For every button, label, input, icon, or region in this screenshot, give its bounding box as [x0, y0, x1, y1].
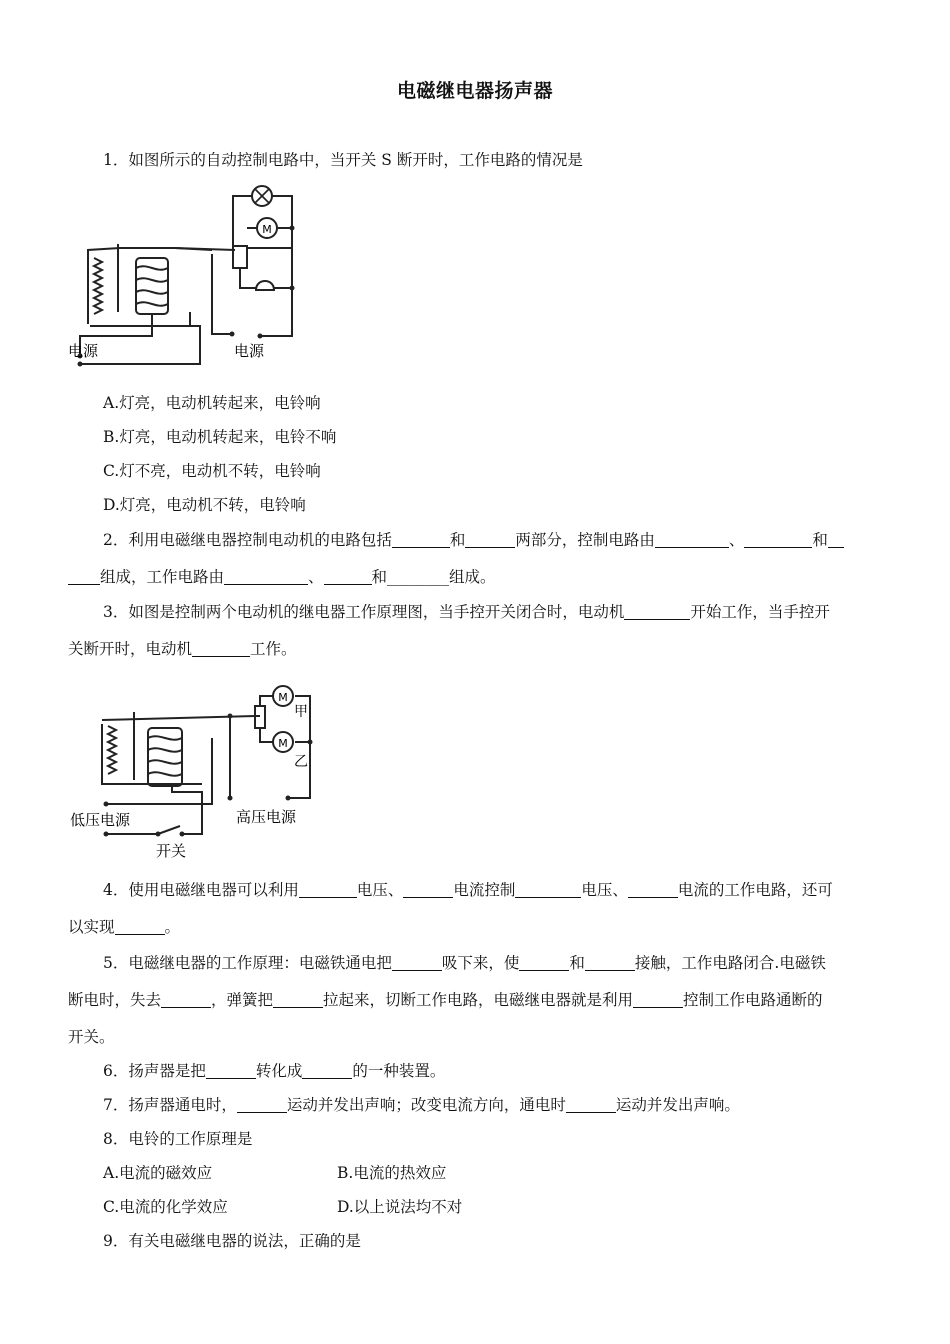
q2-line-1: 2．利用电磁继电器控制电动机的电路包括 和 两部分，控制电路由 、 和: [103, 530, 844, 550]
q3-motor-yi-label: M: [278, 737, 288, 750]
q1-right-source-label: 电源: [234, 342, 265, 360]
answer-blank: [206, 1063, 256, 1079]
answer-blank: [324, 569, 372, 585]
answer-blank: [224, 569, 308, 585]
q3-line-1: 3．如图是控制两个电动机的继电器工作原理图，当手控开关闭合时，电动机 开始工作，当手控开: [103, 603, 830, 621]
q6-line: 6．扬声器是把 转化成 的一种装置。: [103, 1062, 446, 1080]
q1-option-b: B.灯亮，电动机转起来，电铃不响: [103, 428, 337, 446]
q1-option-d: D.灯亮，电动机不转，电铃响: [103, 496, 306, 514]
answer-blank: [566, 1097, 616, 1113]
answer-blank: [628, 882, 678, 898]
answer-blank: [299, 882, 357, 898]
q1-relay-circuit-figure: [60, 178, 310, 374]
q1-left-source-label: 电源: [68, 342, 99, 360]
q1-motor-label: M: [262, 223, 272, 236]
q2-line-2: 组成，工作电路由 、 和________组成。: [68, 567, 496, 587]
q3-motor-jia-label: M: [278, 691, 288, 704]
q5-line-1: 5．电磁继电器的工作原理：电磁铁通电把 吸下来，使 和 接触，工作电路闭合.电磁铁: [103, 954, 826, 972]
q5-line-3: 开关。: [68, 1028, 115, 1046]
answer-blank: [392, 532, 450, 548]
answer-blank: [655, 532, 729, 548]
q3-high-source-label: 高压电源: [236, 808, 297, 826]
q4-line-2: 以实现 。: [68, 918, 181, 936]
answer-blank: [392, 955, 442, 971]
answer-blank: [192, 641, 250, 657]
q7-line: 7．扬声器通电时， 运动并发出声响；改变电流方向，通电时 运动并发出声响。: [103, 1096, 740, 1114]
answer-blank: [273, 992, 323, 1008]
q8-option-d: D.以上说法均不对: [337, 1198, 463, 1216]
answer-blank: [403, 882, 453, 898]
answer-blank: [585, 955, 635, 971]
q3-relay-two-motors-figure: [62, 676, 322, 866]
answer-blank: [828, 532, 844, 548]
answer-blank: [633, 992, 683, 1008]
q8-option-b: B.电流的热效应: [337, 1164, 447, 1182]
q8-stem: 8．电铃的工作原理是: [103, 1130, 253, 1148]
answer-blank: [237, 1097, 287, 1113]
answer-blank: [302, 1063, 352, 1079]
q3-switch-label: 开关: [156, 842, 187, 860]
q1-stem: 1．如图所示的自动控制电路中，当开关 S 断开时，工作电路的情况是: [103, 151, 583, 169]
answer-blank: [624, 604, 690, 620]
answer-blank: [115, 919, 165, 935]
page-title: 电磁继电器扬声器: [396, 80, 553, 102]
q8-option-c: C.电流的化学效应: [103, 1198, 228, 1216]
answer-blank: [68, 569, 100, 585]
q1-option-c: C.灯不亮，电动机不转，电铃响: [103, 462, 321, 480]
answer-blank: [744, 532, 812, 548]
q4-line-1: 4．使用电磁继电器可以利用 电压、 电流控制 电压、 电流的工作电路，还可: [103, 881, 833, 899]
answer-blank: [515, 882, 581, 898]
answer-blank: [519, 955, 569, 971]
q3-jia-label: 甲: [294, 704, 308, 720]
q3-yi-label: 乙: [294, 754, 308, 770]
q3-line-2: 关断开时，电动机 工作。: [68, 640, 297, 658]
q1-option-a: A.灯亮，电动机转起来，电铃响: [103, 394, 321, 412]
q5-line-2: 断电时，失去 ，弹簧把 拉起来，切断工作电路，电磁继电器就是利用 控制工作电路通断的: [68, 991, 823, 1009]
q3-low-source-label: 低压电源: [70, 811, 131, 829]
q9-stem: 9．有关电磁继电器的说法，正确的是: [103, 1232, 361, 1250]
q8-option-a: A.电流的磁效应: [103, 1164, 213, 1182]
answer-blank: [161, 992, 211, 1008]
answer-blank: [465, 532, 515, 548]
